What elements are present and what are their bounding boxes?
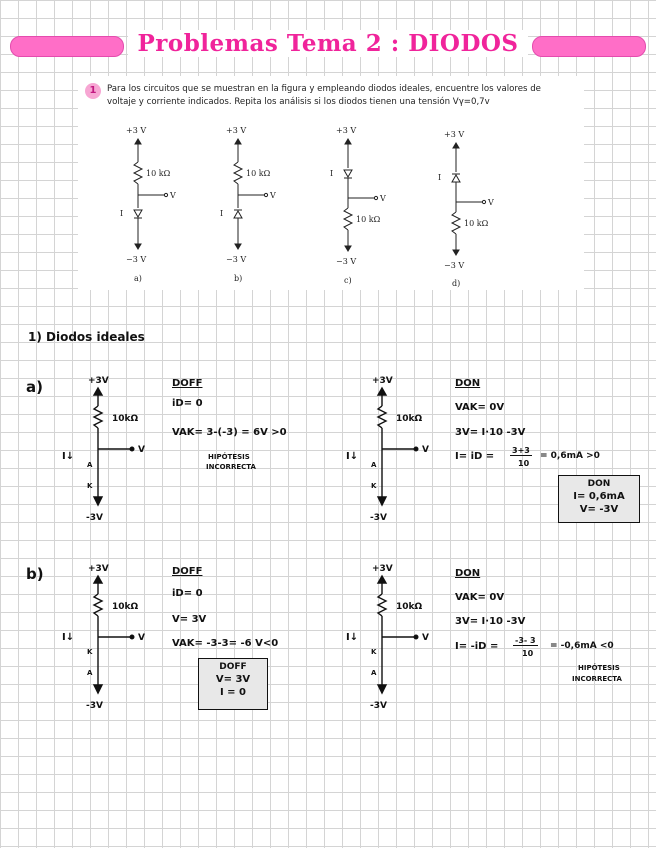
circuit-a-don [344,370,444,525]
part-b-label: b) [26,565,44,583]
b-don-frac-den: 10 [522,649,534,658]
circuit-node-label: V [138,445,145,455]
figure-d-node: V [488,198,494,207]
b-doff-line3: VAK= -3-3= -6 V<0 [172,638,279,649]
circuit-b-doff [60,558,160,713]
circuit-current-label: I↓ [346,632,359,643]
part-a-label: a) [26,378,43,396]
figure-c-node: V [380,194,386,203]
figure-a-label: a) [134,274,142,283]
b-don-hyp2: INCORRECTA [572,675,622,683]
figure-c-res: 10 kΩ [356,215,381,224]
circuit-bottom-label: -3V [86,701,103,711]
figure-b-top: +3 V [226,126,247,135]
b-don-line2: 3V= I·10 -3V [455,616,526,627]
circuit-a-doff [60,370,160,525]
b-don-hyp1: HIPÓTESIS [578,664,620,672]
circuit-top-label: +3V [372,564,393,574]
circuit-bottom-label: -3V [370,701,387,711]
circuit-res-label: 10kΩ [112,602,139,612]
figure-a-top: +3 V [126,126,147,135]
figure-b [220,126,276,283]
figure-d [438,130,494,288]
figure-a [120,126,176,283]
figure-a-node: V [170,191,176,200]
circuit-top-label: +3V [372,376,393,386]
a-don-box-line2: I= 0,6mA [573,491,625,502]
figure-c-bottom: −3 V [336,257,357,266]
figure-b-label: b) [234,274,243,283]
circuit-res-label: 10kΩ [396,414,423,424]
a-doff-hyp1: HIPÓTESIS [208,453,250,461]
circuit-res-label: 10kΩ [396,602,423,612]
circuit-cathode-label: K [371,482,377,490]
b-don-line1: VAK= 0V [455,592,505,603]
b-don-title: DON [455,568,481,579]
figure-a-bottom: −3 V [126,255,147,264]
a-doff-line1: iD= 0 [172,398,203,409]
circuit-anode-label: A [87,461,93,469]
figure-d-res: 10 kΩ [464,219,489,228]
header-pill-left [10,36,124,57]
a-don-frac-den: 10 [518,459,530,468]
b-doff-title: DOFF [172,566,203,577]
page-title: Problemas Tema 2 : DIODOS [128,30,528,57]
figure-a-res: 10 kΩ [146,169,171,178]
a-don-line4: = 0,6mA >0 [540,451,600,461]
a-don-line1: VAK= 0V [455,402,505,413]
circuit-anode-label: A [371,461,377,469]
figure-d-current: I [438,173,442,182]
a-don-box-line1: DON [587,479,611,489]
figure-c [330,126,386,285]
problem-figures [100,118,500,293]
circuit-current-label: I↓ [346,451,359,462]
a-doff-title: DOFF [172,378,203,389]
a-don-frac-num: 3+3 [512,446,530,455]
circuit-top-label: +3V [88,376,109,386]
a-don-line3: I= iD = [455,451,495,462]
circuit-bottom-label: -3V [370,513,387,523]
a-doff-hyp2: INCORRECTA [206,463,256,471]
circuit-cathode-label: K [371,648,377,656]
circuit-anode-label: A [87,669,93,677]
circuit-cathode-label: K [87,648,93,656]
circuit-res-label: 10kΩ [112,414,139,424]
figure-d-label: d) [452,279,461,288]
figure-b-current: I [220,209,224,218]
circuit-current-label: I↓ [62,632,75,643]
circuit-bottom-label: -3V [86,513,103,523]
figure-c-label: c) [344,276,352,285]
circuit-node-label: V [422,445,429,455]
problem-number-badge: 1 [85,83,101,99]
circuit-node-label: V [138,633,145,643]
circuit-b-don [344,558,444,713]
header-pill-right [532,36,646,57]
problem-text-line2: voltaje y corriente indicados. Repita los análisis si los diodos tienen una tensión Vγ=0,7v [107,97,490,107]
a-don-line2: 3V= I·10 -3V [455,427,526,438]
a-don-result-box [558,475,640,523]
b-don-frac-num: -3- 3 [515,636,536,645]
figure-b-res: 10 kΩ [246,169,271,178]
figure-b-node: V [270,191,276,200]
a-don-title: DON [455,378,481,389]
problem-text-line1: Para los circuitos que se muestran en la figura y empleando diodos ideales, encuentre los valores de [107,84,541,94]
figure-c-top: +3 V [336,126,357,135]
figure-d-bottom: −3 V [444,261,465,270]
figure-b-bottom: −3 V [226,255,247,264]
circuit-node-label: V [422,633,429,643]
b-doff-line1: iD= 0 [172,588,203,599]
figure-d-top: +3 V [444,130,465,139]
a-doff-line2: VAK= 3-(-3) = 6V >0 [172,427,287,438]
b-doff-line2: V= 3V [172,614,207,625]
circuit-cathode-label: K [87,482,93,490]
b-doff-result-box [198,658,268,710]
a-don-box-line3: V= -3V [579,504,619,515]
b-doff-box-line1: DOFF [219,662,247,672]
b-don-line3: I= -iD = [455,641,499,652]
figure-a-current: I [120,209,124,218]
circuit-top-label: +3V [88,564,109,574]
circuit-current-label: I↓ [62,451,75,462]
circuit-anode-label: A [371,669,377,677]
section-heading: 1) Diodos ideales [28,330,145,344]
b-doff-box-line3: I = 0 [219,687,247,698]
figure-c-current: I [330,169,334,178]
b-don-line4: = -0,6mA <0 [550,641,614,651]
b-doff-box-line2: V= 3V [215,674,251,685]
